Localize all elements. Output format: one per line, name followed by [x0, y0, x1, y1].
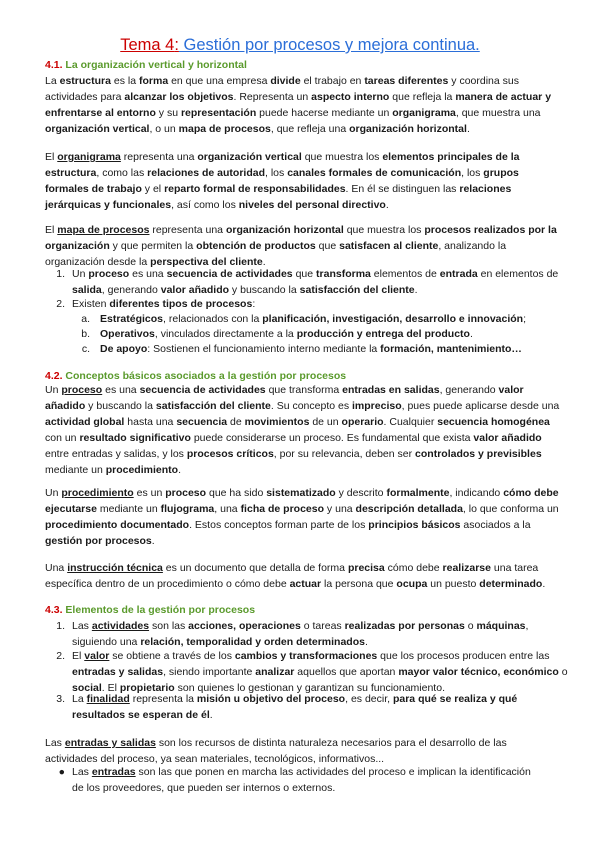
- text-run: . El: [101, 682, 120, 694]
- text-run: . Su concepto es: [270, 400, 353, 412]
- text-run: , así como los: [171, 199, 239, 211]
- text-run: , vinculados directamente a la: [154, 328, 297, 340]
- text-run: o: [464, 620, 477, 632]
- underlined-term: finalidad: [86, 693, 130, 705]
- text-run: , los: [265, 167, 288, 179]
- key-term: [61, 384, 102, 396]
- text-run: , por su relevancia, deben ser: [273, 448, 416, 460]
- text-run: y una: [324, 503, 356, 515]
- bold-term: misión u objetivo del proceso: [196, 693, 346, 705]
- bold-term: Estratégicos: [100, 313, 164, 325]
- text-run: en que una empresa: [168, 75, 271, 87]
- key-term: [61, 487, 133, 499]
- text-run: , es decir,: [345, 693, 393, 705]
- bold-term: secuencia de actividades: [139, 384, 266, 396]
- underlined-term: entradas y salidas: [64, 737, 156, 749]
- bold-term: acciones, operaciones: [188, 620, 301, 632]
- bold-term: secuencia de actividades: [166, 268, 293, 280]
- title-separator: :: [174, 36, 179, 54]
- bold-term: entradas y salidas: [72, 666, 164, 678]
- bold-term: principios básicos: [368, 519, 461, 531]
- text-run: o tareas: [300, 620, 345, 632]
- text-run: que: [315, 240, 340, 252]
- bold-term: canales formales de comunicación: [287, 167, 462, 179]
- text-run: es la: [110, 75, 139, 87]
- bold-term: tareas diferentes: [364, 75, 449, 87]
- bold-term: manera de actuar y enfrentarse al entorno: [45, 91, 552, 119]
- text-run: El: [45, 224, 58, 236]
- text-run: , una: [214, 503, 241, 515]
- text-run: , relacionados con la: [163, 313, 263, 325]
- bold-term: transforma: [316, 268, 371, 280]
- text-run: que ha sido: [206, 487, 267, 499]
- text-run: .: [542, 578, 546, 590]
- bold-term: relaciones jerárquicas y funcionales: [45, 183, 512, 211]
- underlined-term: actividades: [91, 620, 150, 632]
- text-run: representa una: [149, 224, 226, 236]
- text-run: , analizando la organización desde la: [45, 240, 507, 268]
- text-run: , siguiendo una: [72, 620, 529, 648]
- bold-term: estructura: [59, 75, 111, 87]
- paragraph-estructura: [45, 73, 565, 137]
- bold-term: forma: [138, 75, 169, 87]
- key-term: [57, 224, 149, 236]
- key-term: [92, 766, 136, 778]
- text-run: el trabajo en: [300, 75, 365, 87]
- paragraph-entradas-y-salidas: [45, 735, 515, 767]
- text-run: un puesto: [427, 578, 480, 590]
- text-run: son quienes lo gestionan y garantizan su funcionamiento.: [174, 682, 445, 694]
- text-run: Las: [72, 620, 92, 632]
- text-run: mediante un: [45, 464, 106, 476]
- text-run: El: [45, 151, 58, 163]
- section-title: Conceptos básicos asociados a la gestión por procesos: [62, 370, 347, 382]
- text-run: cómo debe: [384, 562, 443, 574]
- text-run: es una: [102, 384, 140, 396]
- list-item: [72, 266, 572, 298]
- bold-term: niveles del personal directivo: [238, 199, 386, 211]
- bold-term: organización horizontal: [225, 224, 344, 236]
- bold-term: elementos principales de la estructura: [45, 151, 520, 179]
- key-term: [84, 650, 109, 662]
- bold-term: relación, temporalidad y orden determinados: [140, 636, 365, 648]
- text-run: elementos de: [370, 268, 440, 280]
- paragraph-instruccion-tecnica: [45, 560, 565, 592]
- text-run: y el: [141, 183, 165, 195]
- text-run: puede hacerse mediante un: [256, 107, 393, 119]
- underlined-term: instrucción técnica: [67, 562, 163, 574]
- section-number: 4.3.: [45, 604, 63, 616]
- text-run: , siendo importante: [163, 666, 256, 678]
- text-run: , generando: [101, 284, 161, 296]
- text-run: Un: [45, 384, 62, 396]
- bold-term: mapa de procesos: [178, 123, 271, 135]
- text-run: de: [227, 416, 245, 428]
- text-run: El: [72, 650, 85, 662]
- bold-term: social: [72, 682, 102, 694]
- text-run: son los recursos de distinta naturaleza necesarios para el desarrollo de las actividades del proceso, ya sean materiales, tecnológicos, informativos...: [45, 737, 507, 765]
- list-marker: b.: [81, 328, 90, 340]
- bold-term: ocupa: [396, 578, 428, 590]
- text-run: es un documento que detalla de forma: [162, 562, 348, 574]
- text-run: que muestra los: [343, 224, 425, 236]
- underlined-term: valor: [84, 650, 110, 662]
- bold-term: salida: [72, 284, 102, 296]
- text-run: .: [262, 256, 266, 268]
- bold-term: entradas en salidas: [342, 384, 440, 396]
- key-term: [67, 562, 163, 574]
- bold-term: propietario: [119, 682, 175, 694]
- section-heading-4-3: [45, 603, 255, 617]
- bold-term: reparto formal de responsabilidades: [164, 183, 346, 195]
- bold-term: para qué se realiza y qué resultados se esperan de él: [72, 693, 518, 721]
- text-run: son las que ponen en marcha las actividades del proceso e implican la identificación de los proveedores, que pueden ser internos o externos.: [72, 766, 531, 794]
- text-run: que muestra los: [301, 151, 383, 163]
- bold-term: valor añadido: [160, 284, 230, 296]
- text-run: .: [209, 709, 213, 721]
- section-heading-4-2: [45, 369, 346, 383]
- bold-term: realizadas por personas: [344, 620, 465, 632]
- text-run: .: [414, 284, 418, 296]
- bold-term: valor añadido: [473, 432, 542, 444]
- text-run: y descrito: [335, 487, 387, 499]
- bold-term: operario: [341, 416, 384, 428]
- bold-term: obtención de productos: [196, 240, 316, 252]
- text-run: Un: [72, 268, 89, 280]
- bold-term: planificación, investigación, desarrollo e innovación: [262, 313, 524, 325]
- bold-term: secuencia homogénea: [437, 416, 550, 428]
- text-run: Existen: [72, 298, 110, 310]
- text-run: , que refleja una: [270, 123, 350, 135]
- bold-term: analizar: [255, 666, 295, 678]
- text-run: que los procesos producen entre las: [377, 650, 550, 662]
- bold-term: formalmente: [386, 487, 450, 499]
- bold-term: determinado: [479, 578, 543, 590]
- bold-term: organización horizontal: [349, 123, 467, 135]
- bold-term: procedimiento documentado: [45, 519, 190, 531]
- bold-term: entrada: [439, 268, 478, 280]
- text-run: con un: [45, 432, 80, 444]
- text-run: y buscando la: [229, 284, 300, 296]
- underlined-term: procedimiento: [61, 487, 134, 499]
- text-run: , los: [461, 167, 484, 179]
- list-item: [100, 311, 600, 327]
- bold-term: cambios y transformaciones: [234, 650, 378, 662]
- underlined-term: proceso: [61, 384, 103, 396]
- text-run: es una: [129, 268, 167, 280]
- list-marker: c.: [81, 343, 90, 355]
- title-text: Gestión por procesos y mejora continua.: [178, 36, 480, 54]
- bold-term: actividad global: [45, 416, 125, 428]
- bold-term: organización vertical: [45, 123, 150, 135]
- text-run: y coordina sus actividades para: [45, 75, 519, 103]
- list-marker: 3.: [56, 693, 65, 705]
- bold-term: satisfacción del cliente: [299, 284, 415, 296]
- bold-term: flujograma: [160, 503, 215, 515]
- text-run: .: [151, 535, 155, 547]
- text-run: La: [72, 693, 87, 705]
- bold-term: movimientos: [244, 416, 310, 428]
- list-marker: 2.: [56, 298, 65, 310]
- text-run: mediante un: [96, 503, 161, 515]
- list-marker: a.: [81, 313, 90, 325]
- bold-term: descripción detallada: [355, 503, 463, 515]
- text-run: hasta una: [124, 416, 177, 428]
- bold-term: cómo debe ejecutarse: [45, 487, 559, 515]
- page-title: [0, 35, 600, 55]
- text-run: Las: [45, 737, 65, 749]
- bold-term: divide: [270, 75, 301, 87]
- list-item: [72, 296, 572, 312]
- list-item: [100, 326, 600, 342]
- text-run: .: [466, 123, 470, 135]
- key-term: [65, 737, 156, 749]
- bold-term: ficha de proceso: [240, 503, 325, 515]
- bold-term: proceso: [88, 268, 130, 280]
- text-run: representa la: [129, 693, 197, 705]
- text-run: La: [45, 75, 60, 87]
- bold-term: diferentes tipos de procesos: [109, 298, 253, 310]
- text-run: aquellos que aportan: [294, 666, 399, 678]
- bold-term: Operativos: [100, 328, 155, 340]
- key-term: [87, 693, 130, 705]
- key-term: [57, 151, 121, 163]
- list-item: [72, 764, 542, 796]
- bold-term: producción y entrega del producto: [296, 328, 470, 340]
- list-marker: 1.: [56, 620, 65, 632]
- bold-term: máquinas: [476, 620, 526, 632]
- bold-term: grupos formales de trabajo: [45, 167, 519, 195]
- paragraph-mapa-de-procesos: [45, 222, 565, 270]
- text-run: asociados a la: [460, 519, 531, 531]
- bold-term: satisfacción del cliente: [155, 400, 271, 412]
- text-run: , pues puede aplicarse desde una: [401, 400, 560, 412]
- bold-term: precisa: [347, 562, 385, 574]
- bold-term: procesos realizados por la organización: [45, 224, 557, 252]
- list-item: [72, 691, 572, 723]
- underlined-term: entradas: [91, 766, 136, 778]
- paragraph-procedimiento: [45, 485, 565, 549]
- bold-term: controlados y previsibles: [415, 448, 542, 460]
- bold-term: relaciones de autoridad: [147, 167, 266, 179]
- bold-term: proceso: [165, 487, 207, 499]
- underlined-term: organigrama: [57, 151, 121, 163]
- text-run: y que permiten la: [109, 240, 197, 252]
- bullet-icon: ●: [58, 766, 65, 778]
- text-run: , indicando: [449, 487, 504, 499]
- text-run: entre entradas y salidas, y los: [45, 448, 187, 460]
- bold-term: actuar: [289, 578, 322, 590]
- text-run: Las: [72, 766, 92, 778]
- bold-term: procedimiento: [105, 464, 179, 476]
- text-run: .: [469, 328, 473, 340]
- bold-term: realizarse: [442, 562, 491, 574]
- bold-term: impreciso: [352, 400, 402, 412]
- list-marker: 1.: [56, 268, 65, 280]
- bold-term: aspecto interno: [311, 91, 390, 103]
- text-run: una tarea específica dentro de un procedimiento o cómo debe: [45, 562, 539, 590]
- section-number: 4.1.: [45, 59, 63, 71]
- bold-term: formación, mantenimiento…: [380, 343, 522, 355]
- text-run: de un: [309, 416, 342, 428]
- paragraph-organigrama: [45, 149, 565, 213]
- key-term: [92, 620, 149, 632]
- bold-term: perspectiva del cliente: [150, 256, 263, 268]
- text-run: se obtiene a través de los: [109, 650, 235, 662]
- text-run: . Representa un: [233, 91, 312, 103]
- bold-term: resultado significativo: [79, 432, 191, 444]
- text-run: , que muestra una: [455, 107, 541, 119]
- text-run: . Estos conceptos forman parte de los: [189, 519, 369, 531]
- text-run: , como las: [96, 167, 148, 179]
- bold-term: De apoyo: [100, 343, 148, 355]
- bold-term: valor añadido: [45, 384, 524, 412]
- bold-term: gestión por procesos: [45, 535, 152, 547]
- bold-term: organización vertical: [197, 151, 302, 163]
- bold-term: alcanzar los objetivos: [124, 91, 234, 103]
- list-item: [100, 341, 600, 357]
- text-run: y buscando la: [85, 400, 156, 412]
- bold-term: satisfacen al cliente: [339, 240, 439, 252]
- text-run: .: [364, 636, 368, 648]
- text-run: es un: [133, 487, 166, 499]
- text-run: .: [178, 464, 181, 476]
- list-marker: 2.: [56, 650, 65, 662]
- text-run: Una: [45, 562, 68, 574]
- text-run: , o un: [149, 123, 179, 135]
- underlined-term: mapa de procesos: [57, 224, 150, 236]
- bold-term: organigrama: [392, 107, 456, 119]
- text-run: ;: [523, 313, 527, 325]
- text-run: , generando: [439, 384, 499, 396]
- text-run: . Cualquier: [383, 416, 438, 428]
- text-run: en elementos de: [477, 268, 559, 280]
- text-run: la persona que: [321, 578, 397, 590]
- text-run: que refleja la: [389, 91, 456, 103]
- text-run: . En él se distinguen las: [345, 183, 460, 195]
- bold-term: sistematizado: [266, 487, 336, 499]
- text-run: son las: [149, 620, 189, 632]
- text-run: :: [252, 298, 256, 310]
- text-run: y su: [155, 107, 181, 119]
- text-run: representa una: [120, 151, 198, 163]
- text-run: , lo que conforma un: [462, 503, 559, 515]
- title-number: Tema 4: [120, 36, 175, 54]
- text-run: puede considerarse un proceso. Es fundamental que exista: [190, 432, 474, 444]
- text-run: o: [558, 666, 568, 678]
- list-item: [72, 648, 572, 696]
- text-run: Un: [45, 487, 62, 499]
- section-title: Elementos de la gestión por procesos: [62, 604, 256, 616]
- section-number: 4.2.: [45, 370, 63, 382]
- section-title: La organización vertical y horizontal: [62, 59, 247, 71]
- bold-term: mayor valor técnico, económico: [398, 666, 559, 678]
- text-run: que transforma: [265, 384, 343, 396]
- section-heading-4-1: [45, 58, 247, 72]
- text-run: que: [292, 268, 317, 280]
- bold-term: secuencia: [176, 416, 228, 428]
- text-run: .: [385, 199, 389, 211]
- text-run: : Sostienen el funcionamiento interno mediante la: [147, 343, 381, 355]
- bold-term: procesos críticos: [186, 448, 274, 460]
- bold-term: representación: [180, 107, 257, 119]
- list-item: [72, 618, 572, 650]
- paragraph-proceso: [45, 382, 565, 478]
